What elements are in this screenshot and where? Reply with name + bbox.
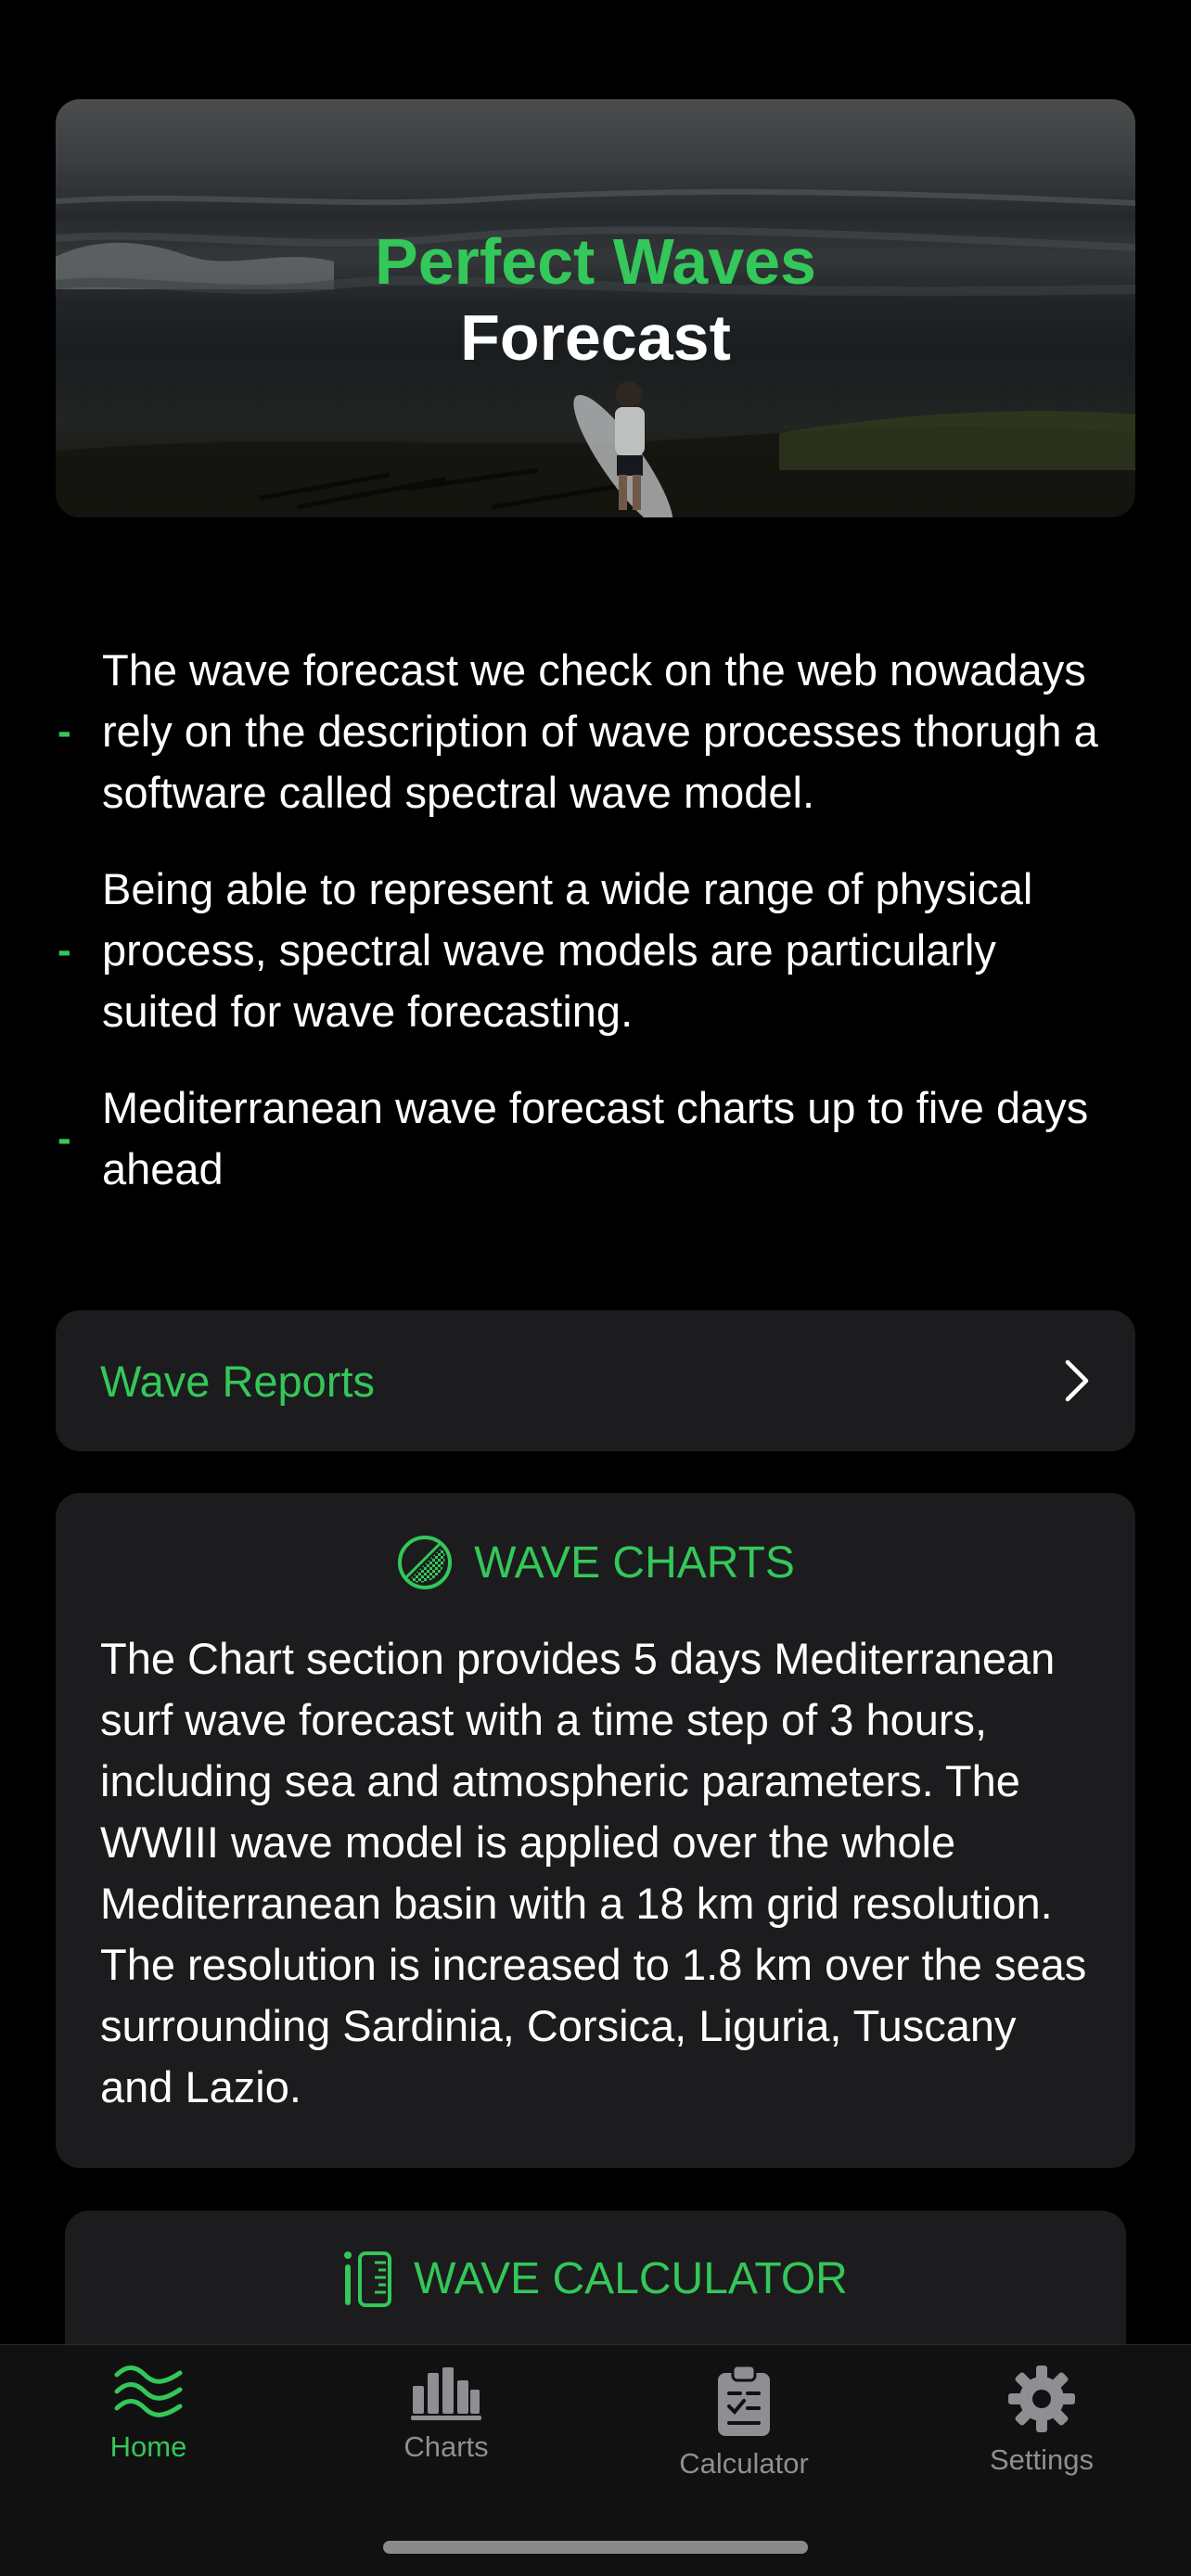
tab-home-label: Home <box>109 2430 187 2463</box>
home-indicator[interactable] <box>383 2541 808 2554</box>
hero-title-line1: Perfect Waves <box>375 225 816 298</box>
tab-settings[interactable] <box>930 2364 1153 2477</box>
tab-calculator-label: Calculator <box>679 2447 809 2480</box>
intro-bullet-list <box>56 640 1135 1235</box>
hero-title <box>56 225 1135 374</box>
wave-calculator-header <box>65 2246 1126 2311</box>
bar-chart-icon <box>409 2364 483 2421</box>
list-item <box>56 640 1135 823</box>
gear-icon <box>1006 2364 1077 2434</box>
clipboard-icon <box>716 2364 772 2438</box>
list-item <box>56 1078 1135 1200</box>
tab-calculator[interactable] <box>633 2364 855 2480</box>
chevron-right-icon <box>1063 1358 1091 1403</box>
hero-title-line2: Forecast <box>460 301 731 374</box>
tab-home[interactable] <box>37 2364 260 2464</box>
bullet-marker: - <box>58 927 71 973</box>
wave-reports-label: Wave Reports <box>100 1356 376 1406</box>
ruler-icon <box>343 2250 393 2307</box>
wave-charts-card <box>56 1493 1135 2168</box>
waves-icon <box>113 2364 184 2421</box>
bullet-marker: - <box>58 1116 71 1161</box>
bullet-text: Being able to represent a wide range of physical process, spectral wave models are particularly suited for wave forecasting. <box>102 864 1033 1036</box>
bullet-text: The wave forecast we check on the web nowadays rely on the description of wave processes thorugh a software called spectral wave model. <box>102 645 1098 817</box>
wave-charts-header <box>100 1530 1091 1595</box>
chart-globe-icon <box>396 1534 454 1591</box>
hero-banner <box>56 99 1135 517</box>
wave-calculator-title: WAVE CALCULATOR <box>414 2253 848 2303</box>
wave-reports-button[interactable] <box>56 1310 1135 1451</box>
tab-charts-label: Charts <box>403 2430 489 2463</box>
wave-charts-description: The Chart section provides 5 days Mediterranean surf wave forecast with a time step of 3 hours, including sea and atmospheric parameters. The WWIII wave model is applied over the whole Mediterranean basin with a 18 km grid resolution. The resolution is increased to 1.8 km over the seas surrounding Sardinia, Corsica, Liguria, Tuscany and Lazio. <box>100 1634 1087 2111</box>
tab-charts[interactable] <box>335 2364 557 2464</box>
list-item <box>56 859 1135 1042</box>
tab-settings-label: Settings <box>989 2443 1094 2476</box>
wave-charts-title: WAVE CHARTS <box>474 1537 795 1588</box>
bullet-marker: - <box>58 708 71 754</box>
bullet-text: Mediterranean wave forecast charts up to five days ahead <box>102 1083 1089 1193</box>
